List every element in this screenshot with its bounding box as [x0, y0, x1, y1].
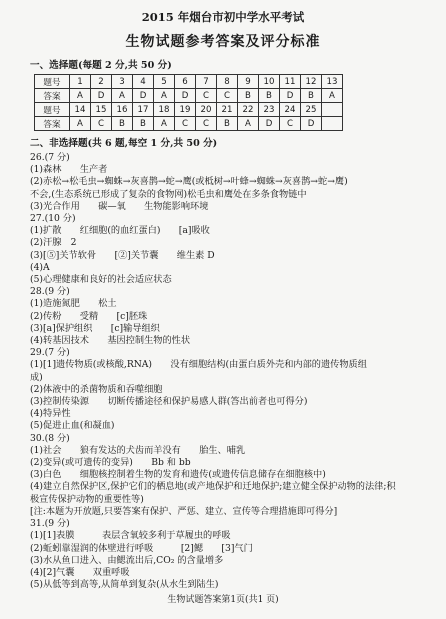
answer-line: (5)从低等到高等,从简单到复杂(从水生到陆生) [30, 579, 219, 591]
document-title: 生物试题参考答案及评分标准 [125, 34, 321, 50]
answer-line: 27.(10 分) [30, 213, 76, 225]
table-cell: B [301, 89, 322, 103]
table-cell: 22 [238, 103, 259, 117]
answer-line: [注:本题为开放题,只要答案有保护、严惩、建立、宣传等合理措施即可得分] [30, 505, 338, 517]
table-row [35, 89, 343, 103]
table-cell [322, 103, 343, 117]
answer-line: 成) [30, 371, 43, 383]
table-cell: 题号 [35, 103, 70, 117]
answer-line: (2)变异(或可遗传的变异) Bb 和 bb [30, 457, 191, 469]
answer-line: (3)[a]保护组织 [c]输导组织 [30, 322, 160, 334]
table-cell: 8 [217, 75, 238, 89]
table-cell: 15 [91, 103, 112, 117]
answer-line: (3)[⑤]关节软骨 [②]关节囊 维生素 D [30, 249, 215, 261]
table-cell: 6 [175, 75, 196, 89]
table-cell: A [70, 89, 91, 103]
table-row [35, 103, 343, 117]
answer-line: (4)转基因技术 基因控制生物的性状 [30, 335, 191, 347]
table-cell: B [133, 117, 154, 131]
answer-line: (4)建立自然保护区,保护它们的栖息地(或产地保护和迁地保护;建立健全保护动物的法律;积 [30, 481, 396, 493]
answer-line: (1)[1]表膜 表层含氧较多利于草履虫的呼吸 [30, 530, 231, 542]
table-cell: D [259, 117, 280, 131]
table-cell: 7 [196, 75, 217, 89]
answer-line: (4)特异性 [30, 408, 71, 420]
table-cell: A [154, 117, 175, 131]
table-cell [322, 117, 343, 131]
section2-heading: 二、非选择题(共 6 题,每空 1 分,共 50 分) [30, 138, 218, 149]
table-cell: D [301, 117, 322, 131]
answer-line: (3)光合作用 碳—氧 生物能影响环境 [30, 200, 209, 212]
answer-line: 28.(9 分) [30, 286, 70, 298]
table-cell: 12 [301, 75, 322, 89]
table-cell: 2 [91, 75, 112, 89]
answer-line: (2)蚯蚓靠湿润的体壁进行呼吸 [2]鳃 [3]气门 [30, 542, 253, 554]
table-cell: A [322, 89, 343, 103]
table-cell: 1 [70, 75, 91, 89]
table-cell: A [154, 89, 175, 103]
answer-line: (4)[2]气囊 双重呼吸 [30, 566, 130, 578]
answer-line: (1)社会 狼有发达的犬齿而羊没有 胎生、哺乳 [30, 444, 246, 456]
table-cell: C [217, 89, 238, 103]
table-cell: 5 [154, 75, 175, 89]
table-cell: 答案 [35, 89, 70, 103]
exam-title: 2015 年烟台市初中学水平考试 [141, 10, 305, 24]
table-cell: 18 [154, 103, 175, 117]
table-cell: 16 [112, 103, 133, 117]
answer-line: 31.(9 分) [30, 518, 70, 530]
table-cell: 25 [301, 103, 322, 117]
answer-line: (1)造施氮肥 松土 [30, 298, 117, 310]
answer-line: (5)促进止血(和凝血) [30, 420, 115, 432]
table-cell: A [112, 89, 133, 103]
table-cell: B [217, 117, 238, 131]
table-cell: D [91, 89, 112, 103]
table-row [35, 117, 343, 131]
table-cell: D [133, 89, 154, 103]
table-cell: 19 [175, 103, 196, 117]
table-cell: 17 [133, 103, 154, 117]
answer-line: 26.(7 分) [30, 152, 70, 163]
answer-line: (4)A [30, 261, 50, 273]
table-cell: 20 [196, 103, 217, 117]
table-cell: 3 [112, 75, 133, 89]
answer-line: (2)体液中的杀菌物质和吞噬细胞 [30, 383, 163, 395]
answer-line: (5)心理健康和良好的社会适应状态 [30, 274, 172, 286]
table-cell: A [238, 117, 259, 131]
answer-line: 极宣传保护动物的重要性等) [30, 493, 144, 505]
table-cell: 21 [217, 103, 238, 117]
table-cell: C [196, 89, 217, 103]
answer-line: (1)[1]遗传物质(或核酸,RNA) 没有细胞结构(由蛋白质外壳和内部的遗传物质组 [30, 359, 367, 371]
table-cell: C [91, 117, 112, 131]
table-cell: B [238, 89, 259, 103]
table-cell: 题号 [35, 75, 70, 89]
table-cell: 11 [280, 75, 301, 89]
answer-table [34, 74, 343, 131]
answer-line: 29.(7 分) [30, 347, 70, 359]
answer-line: (3)控制传染源 切断传播途径和保护易感人群(答出前者也可得分) [30, 396, 308, 408]
table-cell: C [280, 117, 301, 131]
answer-line: (3)白色 细胞核控制着生物的发育和遗传(或遗传信息储存在细胞核中) [30, 469, 326, 481]
table-cell: C [196, 117, 217, 131]
table-cell: B [112, 117, 133, 131]
answer-line: (3)水从鱼口进入、由鳃流出后,CO₂ 的含量增多 [30, 554, 224, 566]
answer-line: (2)赤松→松毛虫→蜘蛛→灰喜鹊→蛇→鹰(或柢树→叶蜂→蜘蛛→灰喜鹊→蛇→鹰) [30, 176, 348, 188]
table-cell: 4 [133, 75, 154, 89]
table-cell: D [280, 89, 301, 103]
table-cell: 14 [70, 103, 91, 117]
answer-line: (2)汗腺 2 [30, 237, 77, 249]
table-cell: D [175, 89, 196, 103]
answer-line: (2)传粉 受精 [c]胚珠 [30, 310, 148, 322]
answer-line: (1)扩散 红细胞(的血红蛋白) [a]吸收 [30, 225, 210, 237]
table-cell: 13 [322, 75, 343, 89]
table-cell: C [175, 117, 196, 131]
answer-line: 不会,(生态系统已形成了复杂的食物网)松毛虫和鹰处在多条食物链中 [30, 188, 307, 200]
table-cell: A [70, 117, 91, 131]
table-cell: B [259, 89, 280, 103]
section1-heading: 一、选择题(每题 2 分,共 50 分) [30, 60, 172, 71]
table-cell: 23 [259, 103, 280, 117]
page-footer: 生物试题答案第1页(共1 页) [167, 595, 279, 605]
table-cell: 10 [259, 75, 280, 89]
answer-line: 30.(8 分) [30, 432, 70, 444]
table-cell: 9 [238, 75, 259, 89]
table-row [35, 75, 343, 89]
answer-lines [30, 152, 416, 591]
answer-line: (1)森林 生产者 [30, 164, 108, 176]
table-cell: 答案 [35, 117, 70, 131]
table-cell: 24 [280, 103, 301, 117]
